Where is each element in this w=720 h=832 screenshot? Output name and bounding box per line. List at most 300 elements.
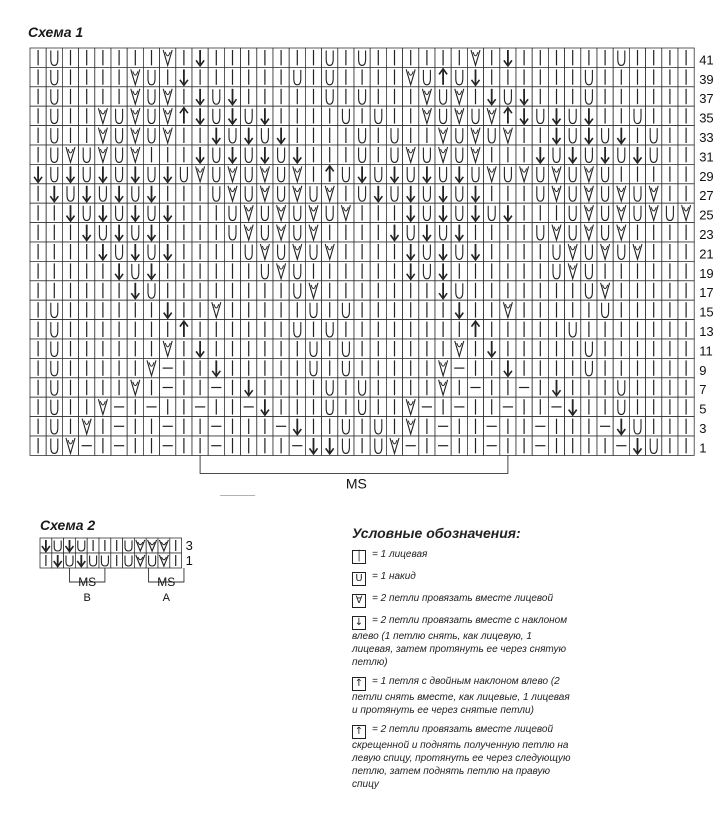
yarn-over-symbol	[64, 553, 76, 568]
yarn-over-symbol	[419, 184, 435, 203]
yarn-over-symbol	[451, 145, 467, 164]
knit-symbol	[565, 281, 581, 300]
knit-symbol	[354, 281, 370, 300]
knit-symbol	[532, 126, 548, 145]
schema1-grid	[30, 48, 714, 455]
yarn-over-symbol	[305, 300, 321, 319]
ssk-arrow-symbol	[419, 223, 435, 242]
knit-symbol	[95, 281, 111, 300]
yarn-over-symbol	[143, 242, 159, 261]
knit-symbol	[662, 436, 678, 455]
knit-symbol	[629, 320, 645, 339]
knit-symbol	[565, 300, 581, 319]
yarn-over-symbol	[289, 223, 305, 242]
knit-symbol	[111, 358, 127, 377]
knit-symbol	[257, 87, 273, 106]
k2tog-symbol	[565, 242, 581, 261]
knit-symbol	[386, 87, 402, 106]
ssk-arrow-symbol	[565, 145, 581, 164]
ssk-arrow-symbol	[79, 223, 95, 242]
knit-symbol	[79, 397, 95, 416]
ssk-arrow-symbol	[224, 145, 240, 164]
knit-symbol	[338, 87, 354, 106]
ssk-arrow-symbol	[354, 164, 370, 183]
purl-dash-symbol	[484, 417, 500, 436]
yarn-over-symbol	[419, 67, 435, 86]
knit-symbol	[484, 48, 500, 67]
knit-symbol	[322, 358, 338, 377]
purl-dash-symbol	[403, 436, 419, 455]
knit-symbol	[257, 378, 273, 397]
knit-symbol	[111, 281, 127, 300]
knit-symbol	[30, 87, 46, 106]
purl-dash-symbol	[160, 378, 176, 397]
ssk-arrow-symbol	[484, 87, 500, 106]
k2tog-symbol	[500, 300, 516, 319]
knit-symbol	[629, 126, 645, 145]
yarn-over-symbol	[597, 126, 613, 145]
knit-symbol	[208, 223, 224, 242]
purl-dash-symbol	[613, 436, 629, 455]
purl-dash-symbol	[208, 417, 224, 436]
ssk-arrow-symbol	[435, 281, 451, 300]
ssk-arrow-symbol	[111, 184, 127, 203]
k2tog-symbol	[403, 417, 419, 436]
legend-item	[352, 675, 572, 717]
ssk-arrow-symbol	[46, 184, 62, 203]
knit-symbol	[370, 223, 386, 242]
yarn-over-symbol	[532, 223, 548, 242]
k2tog-symbol	[386, 436, 402, 455]
knit-symbol	[354, 242, 370, 261]
ssk-arrow-symbol	[160, 203, 176, 222]
knit-symbol	[678, 126, 694, 145]
knit-symbol	[224, 261, 240, 280]
knit-symbol	[289, 397, 305, 416]
k2tog-symbol	[548, 164, 564, 183]
yarn-over-symbol	[451, 203, 467, 222]
k2tog-symbol	[419, 87, 435, 106]
knit-symbol	[467, 87, 483, 106]
row-number-label: 17	[699, 285, 714, 301]
yarn-over-symbol	[79, 145, 95, 164]
knit-symbol	[419, 48, 435, 67]
knit-symbol	[467, 300, 483, 319]
yarn-over-symbol	[581, 261, 597, 280]
yarn-over-symbol	[224, 203, 240, 222]
knit-symbol	[95, 436, 111, 455]
row-number-label: 9	[699, 362, 707, 378]
knit-symbol	[257, 339, 273, 358]
knit-symbol	[46, 261, 62, 280]
knit-symbol	[646, 223, 662, 242]
k2tog-symbol	[500, 126, 516, 145]
yarn-over-symbol	[289, 320, 305, 339]
k2tog-symbol	[435, 378, 451, 397]
knit-symbol	[62, 397, 78, 416]
knit-symbol	[532, 300, 548, 319]
yarn-over-symbol	[79, 203, 95, 222]
knit-symbol	[597, 358, 613, 377]
knit-symbol	[565, 87, 581, 106]
knit-symbol	[581, 300, 597, 319]
knit-symbol	[305, 126, 321, 145]
knit-symbol	[516, 184, 532, 203]
knit-symbol	[338, 67, 354, 86]
row-number-label: 15	[699, 304, 714, 320]
knit-symbol	[678, 145, 694, 164]
knit-symbol	[370, 145, 386, 164]
knit-symbol	[62, 378, 78, 397]
knit-symbol	[79, 339, 95, 358]
knit-symbol	[354, 358, 370, 377]
knit-symbol	[467, 261, 483, 280]
knit-symbol	[176, 145, 192, 164]
k2tog-symbol	[134, 538, 146, 553]
double-decrease-symbol	[435, 67, 451, 86]
yarn-over-symbol	[208, 184, 224, 203]
yarn-over-symbol	[581, 339, 597, 358]
yarn-over-symbol	[123, 538, 135, 553]
knit-symbol	[192, 358, 208, 377]
k2tog-symbol	[484, 164, 500, 183]
knit-symbol	[581, 417, 597, 436]
yarn-over-symbol	[46, 145, 62, 164]
knit-symbol	[500, 242, 516, 261]
ssk-arrow-symbol	[581, 126, 597, 145]
knit-symbol	[30, 242, 46, 261]
knit-symbol	[500, 417, 516, 436]
k2tog-symbol	[158, 538, 170, 553]
ssk-arrow-symbol	[224, 106, 240, 125]
knit-symbol	[160, 397, 176, 416]
knit-symbol	[170, 538, 182, 553]
knit-symbol	[305, 397, 321, 416]
purl-dash-symbol	[241, 397, 257, 416]
knit-symbol	[224, 320, 240, 339]
knit-symbol	[386, 48, 402, 67]
yarn-over-symbol	[565, 164, 581, 183]
double-decrease-symbol	[500, 106, 516, 125]
knit-symbol	[548, 48, 564, 67]
yarn-over-symbol	[241, 145, 257, 164]
purl-dash-symbol	[192, 397, 208, 416]
knit-symbol	[224, 48, 240, 67]
knit-symbol	[662, 358, 678, 377]
ssk-arrow-symbol	[451, 164, 467, 183]
knit-symbol	[127, 48, 143, 67]
ssk-arrow-symbol	[192, 48, 208, 67]
ssk-arrow-symbol	[435, 242, 451, 261]
knit-symbol	[289, 339, 305, 358]
yarn-over-symbol	[581, 87, 597, 106]
knit-symbol	[435, 339, 451, 358]
knit-symbol	[224, 67, 240, 86]
ssk-arrow-symbol	[516, 87, 532, 106]
row-number-label: 3	[699, 421, 707, 436]
k2tog-symbol	[484, 106, 500, 125]
ssk-arrow-symbol	[111, 261, 127, 280]
knit-symbol	[451, 378, 467, 397]
yarn-over-symbol	[338, 339, 354, 358]
knit-symbol	[419, 320, 435, 339]
yarn-over-symbol	[305, 358, 321, 377]
knit-symbol	[176, 281, 192, 300]
yarn-over-symbol	[79, 164, 95, 183]
knit-symbol	[305, 67, 321, 86]
knit-symbol	[662, 126, 678, 145]
knit-symbol	[532, 203, 548, 222]
k2tog-symbol	[646, 184, 662, 203]
double-decrease-symbol	[322, 164, 338, 183]
knit-symbol	[30, 184, 46, 203]
knit-symbol	[678, 242, 694, 261]
knit-symbol	[662, 87, 678, 106]
schema2-title: Схема 2	[40, 517, 96, 533]
k2tog-symbol	[467, 145, 483, 164]
purl-dash-symbol	[435, 417, 451, 436]
ssk-arrow-symbol	[257, 397, 273, 416]
knit-symbol	[629, 164, 645, 183]
knit-symbol	[305, 164, 321, 183]
yarn-over-symbol	[62, 184, 78, 203]
purl-dash-symbol	[160, 417, 176, 436]
knit-symbol	[565, 436, 581, 455]
purl-dash-symbol	[451, 397, 467, 416]
knit-symbol	[484, 358, 500, 377]
legend	[352, 527, 572, 797]
yarn-over-symbol	[354, 48, 370, 67]
knit-symbol	[30, 281, 46, 300]
legend-item-text: = 2 петли провязать вместе лицевой скрещенной и поднять полученную петлю на левую спицу, протянуть ее через следующую петлю, затем поднять петлю на правую спицу	[352, 724, 571, 790]
knit-symbol	[565, 378, 581, 397]
legend-item	[352, 548, 572, 564]
knit-symbol	[646, 378, 662, 397]
knit-symbol	[289, 358, 305, 377]
k2tog-symbol	[95, 145, 111, 164]
knit-symbol	[532, 87, 548, 106]
purl-dash-symbol	[111, 397, 127, 416]
knit-symbol	[273, 378, 289, 397]
knit-symbol	[354, 203, 370, 222]
knit-symbol	[646, 281, 662, 300]
knit-symbol	[111, 300, 127, 319]
k2tog-symbol	[224, 164, 240, 183]
yarn-over-symbol	[46, 436, 62, 455]
yarn-over-symbol	[257, 203, 273, 222]
yarn-over-symbol	[532, 164, 548, 183]
yarn-over-symbol	[338, 436, 354, 455]
knit-symbol	[629, 223, 645, 242]
schema1-title: Схема 1	[28, 24, 84, 40]
knit-symbol	[176, 397, 192, 416]
double-decrease-symbol	[176, 320, 192, 339]
knit-symbol	[548, 300, 564, 319]
knit-symbol	[338, 184, 354, 203]
row-number-label: 3	[185, 538, 193, 553]
knit-symbol	[613, 320, 629, 339]
knit-symbol	[500, 320, 516, 339]
knit-symbol	[322, 106, 338, 125]
knit-symbol	[629, 300, 645, 319]
yarn-over-symbol	[46, 300, 62, 319]
knit-symbol	[386, 300, 402, 319]
k2tog-symbol	[160, 106, 176, 125]
legend-item	[352, 614, 572, 669]
knit-symbol	[192, 378, 208, 397]
knit-symbol	[678, 281, 694, 300]
yarn-over-symbol	[289, 261, 305, 280]
yarn-over-symbol	[123, 553, 135, 568]
yarn-over-symbol	[143, 106, 159, 125]
yarn-over-symbol	[322, 48, 338, 67]
ssk-arrow-symbol	[467, 184, 483, 203]
ssk-arrow-symbol	[613, 126, 629, 145]
ssk-arrow-symbol	[62, 203, 78, 222]
ssk-arrow-symbol	[208, 126, 224, 145]
k2tog-symbol	[79, 417, 95, 436]
purl-dash-symbol	[548, 397, 564, 416]
knit-symbol	[354, 417, 370, 436]
yarn-over-symbol	[565, 223, 581, 242]
knit-symbol	[678, 320, 694, 339]
knit-symbol	[678, 184, 694, 203]
row-number-label: 5	[699, 401, 707, 417]
k2tog-symbol	[305, 281, 321, 300]
k2tog-symbol	[241, 203, 257, 222]
yarn-over-symbol	[143, 87, 159, 106]
knit-symbol	[662, 145, 678, 164]
yarn-over-symbol	[46, 378, 62, 397]
knit-symbol	[548, 436, 564, 455]
knit-symbol	[565, 339, 581, 358]
yarn-over-symbol	[370, 436, 386, 455]
knit-symbol	[62, 358, 78, 377]
knit-symbol	[678, 300, 694, 319]
k2tog-symbol	[160, 48, 176, 67]
knit-symbol	[127, 436, 143, 455]
purl-dash-symbol	[516, 378, 532, 397]
knit-symbol	[127, 300, 143, 319]
legend-item	[352, 570, 572, 586]
yarn-over-symbol	[451, 281, 467, 300]
knit-symbol	[516, 223, 532, 242]
knit-symbol	[257, 48, 273, 67]
k2tog-symbol	[419, 106, 435, 125]
ssk-arrow-symbol	[160, 300, 176, 319]
ssk-arrow-symbol	[548, 126, 564, 145]
knit-symbol	[386, 203, 402, 222]
k2tog-symbol	[62, 436, 78, 455]
ssk-arrow-symbol	[435, 203, 451, 222]
knit-symbol	[40, 553, 52, 568]
knit-symbol	[79, 106, 95, 125]
ssk-arrow-symbol	[500, 203, 516, 222]
knit-symbol	[662, 281, 678, 300]
knit-symbol	[224, 281, 240, 300]
knit-symbol	[273, 436, 289, 455]
knit-symbol	[403, 126, 419, 145]
knit-symbol	[79, 261, 95, 280]
yarn-over-symbol	[208, 145, 224, 164]
k2tog-symbol	[127, 87, 143, 106]
knit-symbol	[484, 242, 500, 261]
knit-symbol	[273, 281, 289, 300]
knit-symbol	[192, 261, 208, 280]
knit-symbol	[678, 87, 694, 106]
knit-symbol	[678, 164, 694, 183]
knit-symbol	[192, 67, 208, 86]
knit-symbol	[484, 184, 500, 203]
legend-item-text: = 2 петли провязать вместе лицевой	[372, 593, 554, 604]
knit-symbol	[629, 261, 645, 280]
knit-symbol	[386, 281, 402, 300]
k2tog-symbol	[134, 553, 146, 568]
ssk-arrow-symbol	[143, 261, 159, 280]
yarn-over-symbol	[613, 378, 629, 397]
knit-symbol	[629, 87, 645, 106]
knit-symbol	[451, 261, 467, 280]
knit-symbol	[273, 339, 289, 358]
knit-symbol	[532, 261, 548, 280]
knit-symbol	[273, 397, 289, 416]
ssk-arrow-symbol	[95, 203, 111, 222]
yarn-over-symbol	[224, 126, 240, 145]
yarn-over-symbol	[597, 300, 613, 319]
k2tog-symbol	[305, 223, 321, 242]
knit-symbol	[484, 300, 500, 319]
k2tog-symbol	[257, 184, 273, 203]
legend-item-text: = 1 накид	[372, 571, 416, 582]
k2tog-symbol	[127, 67, 143, 86]
knit-symbol	[678, 417, 694, 436]
ssk-arrow-symbol	[192, 339, 208, 358]
knit-symbol	[516, 281, 532, 300]
yarn-over-symbol	[143, 164, 159, 183]
ssk-arrow-symbol	[64, 538, 76, 553]
knit-symbol	[46, 203, 62, 222]
knit-symbol	[370, 261, 386, 280]
knit-symbol	[338, 48, 354, 67]
k2tog-symbol	[273, 223, 289, 242]
knit-symbol	[532, 48, 548, 67]
knit-symbol	[62, 261, 78, 280]
knit-symbol	[30, 106, 46, 125]
k2tog-symbol	[597, 281, 613, 300]
k2tog-symbol	[565, 261, 581, 280]
yarn-over-symbol	[46, 417, 62, 436]
k2tog-symbol	[403, 397, 419, 416]
yarn-over-symbol	[370, 164, 386, 183]
yarn-over-symbol	[241, 184, 257, 203]
k2tog-symbol	[289, 184, 305, 203]
knit-symbol	[370, 300, 386, 319]
knit-symbol	[62, 223, 78, 242]
knit-symbol	[629, 67, 645, 86]
knit-symbol	[160, 145, 176, 164]
knit-symbol	[95, 87, 111, 106]
yarn-over-symbol	[451, 126, 467, 145]
k2tog-symbol	[146, 538, 158, 553]
knit-symbol	[419, 358, 435, 377]
knit-symbol	[581, 397, 597, 416]
knit-symbol	[678, 106, 694, 125]
yarn-over-symbol	[386, 184, 402, 203]
ms-bracket	[200, 455, 508, 473]
ssk-arrow-symbol	[467, 67, 483, 86]
ssk-arrow-symbol	[75, 553, 87, 568]
knit-symbol	[354, 320, 370, 339]
